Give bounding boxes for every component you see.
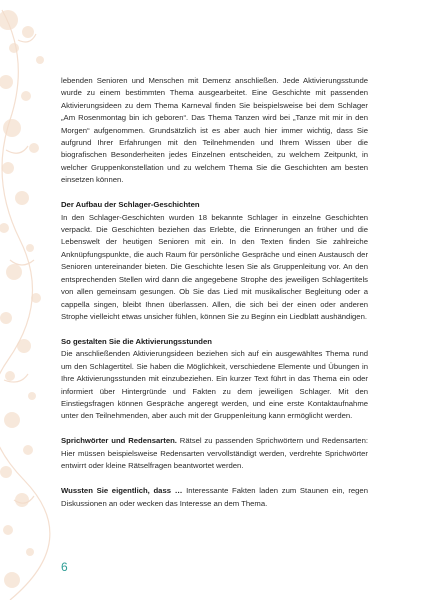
page-number: 6 bbox=[61, 560, 68, 574]
section-paragraph bbox=[61, 435, 368, 472]
main-content bbox=[61, 75, 368, 510]
floral-decoration bbox=[0, 0, 62, 600]
section-heading: So gestalten Sie die Aktivierungsstunden bbox=[61, 336, 212, 346]
section-aufbau bbox=[61, 199, 368, 323]
section-gestalten bbox=[61, 336, 368, 423]
section-body: Rätsel zu passenden Sprichwörtern und Redensarten: Hier müssen beispielsweise Redensarten vervollständigt werden, verdrehte Sprichwörter entwirrt oder kleine Rätselfragen beantwortet werden. bbox=[61, 436, 368, 471]
section-wussten-sie bbox=[61, 485, 368, 510]
intro-paragraph: lebenden Senioren und Menschen mit Demenz anschließen. Jede Aktivierungsstunde wurde zu einem bestimmten Thema ausgearbeitet. Eine Geschichte mit passenden Aktivierungsideen zu dem Thema Karneval finden Sie beispielsweise bei dem Schlager „Am Rosenmontag bin ich geboren“. Das Thema Tanzen wird bei „Tanze mit mir in den Morgen“ aufgenommen. Grundsätzlich ist es aber auch hier immer wichtig, dass Sie aufgrund Ihrer Erfahrungen mit den Teilnehmenden und Ihrem Wissen über die biografischen Besonderheiten jedes Einzelnen entscheiden, zu welchem Zeitpunkt, in welcher Gruppenkonstellation und zu welchem Thema Sie die Geschichten am besten einsetzen können. bbox=[61, 76, 368, 185]
section-body: Interessante Fakten laden zum Staunen ein, regen Diskussionen an oder wecken das Interesse an dem Thema. bbox=[61, 486, 368, 508]
section-lead: Sprichwörter und Redensarten. bbox=[61, 436, 177, 446]
section-sprichwoerter bbox=[61, 435, 368, 472]
section-paragraph bbox=[61, 485, 368, 510]
section-heading: Der Aufbau der Schlager-Geschichten bbox=[61, 200, 200, 210]
section-body: In den Schlager-Geschichten wurden 18 bekannte Schlager in einzelne Geschichten verpackt. Die Geschichten beziehen das Erlebte, die Erinnerungen an früher und die Lebenswelt der heutigen Senioren mit ein. In den Texten finden Sie zahlreiche Anknüpfungspunkte, die auch Raum für persönliche Gespräche und einen Austausch der Senioren untereinander bieten. Die Geschichte lesen Sie als Gruppenleitung vor. An den entsprechenden Stellen wird dann die angegebene Strophe des jeweiligen Schlagertitels von allen gemeinsam gesungen. Ob Sie das Lied mit musikalischer Begleitung oder a cappella singen, bleibt Ihnen überlassen. Allen, die sich bei der einen oder anderen Strophe vielleicht etwas unsicher fühlen, können Sie zu Beginn ein Liedblatt aushändigen. bbox=[61, 212, 368, 321]
section-body: Die anschließenden Aktivierungsideen beziehen sich auf ein ausgewähltes Thema rund um den Schlagertitel. Sie haben die Möglichkeit, verschiedene Elemente und Übungen in Ihre Aktivierungsstunden mit einzubeziehen. Ein kurzer Text führt in das Thema ein oder informiert über Hintergründe und Fakten zu dem jeweiligen Schlager. Mit den Einstiegsfragen können Gespräche angeregt werden, und eine erste Kontaktaufnahme unter den Teilnehmenden, aber auch mit der Gruppenleitung kann ermöglicht werden. bbox=[61, 349, 368, 421]
section-lead: Wussten Sie eigentlich, dass … bbox=[61, 486, 183, 496]
